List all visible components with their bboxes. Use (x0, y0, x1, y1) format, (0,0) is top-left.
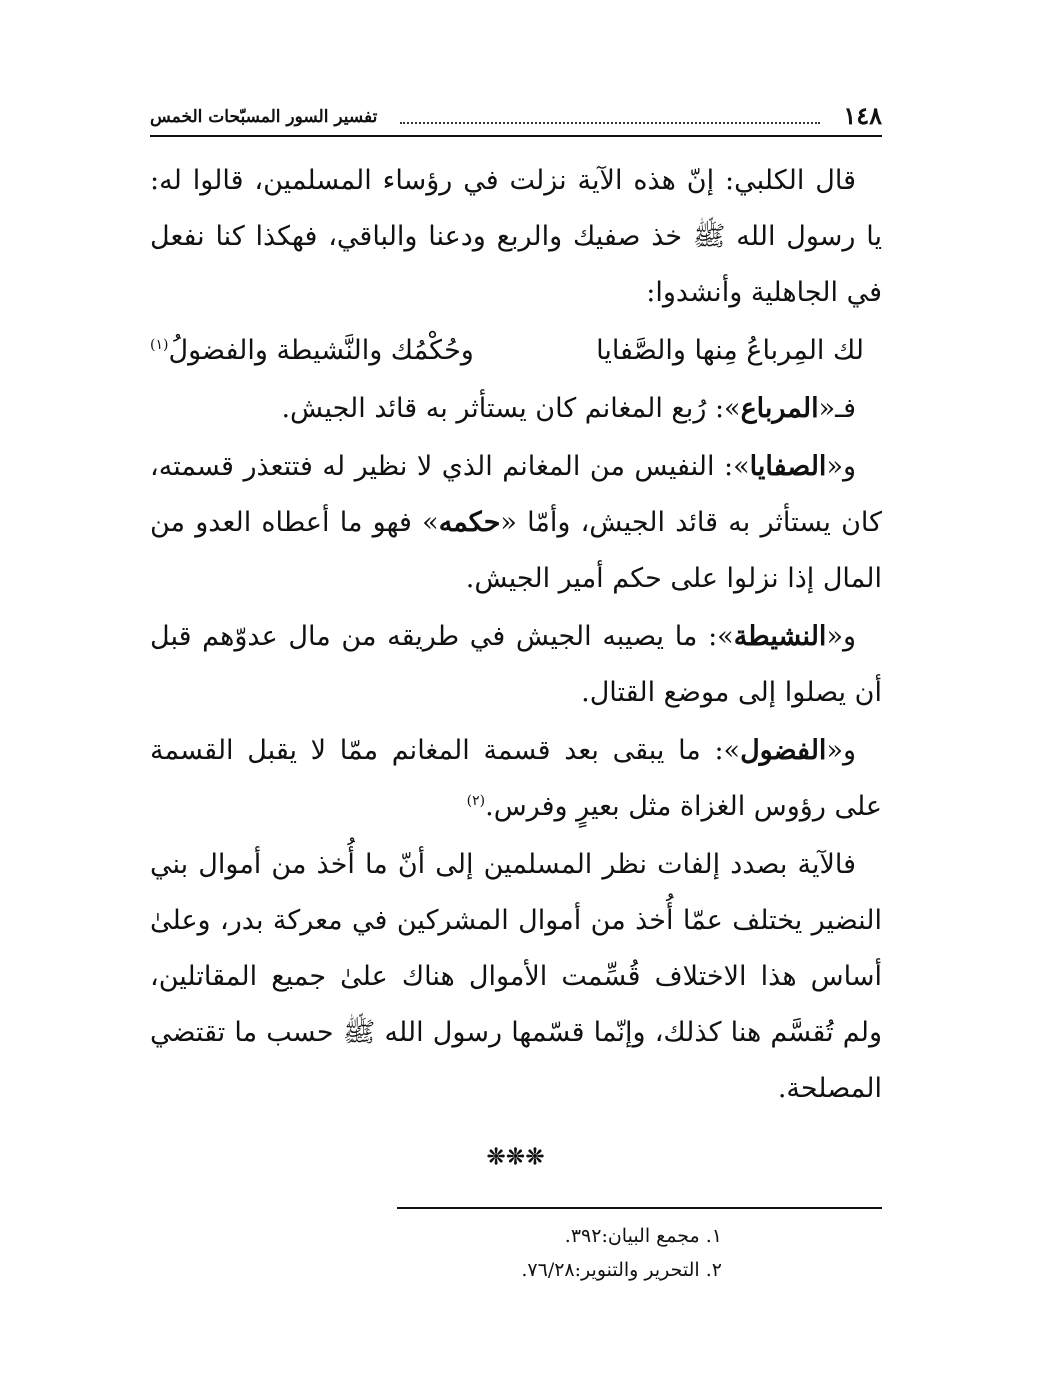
paragraph-6: فالآية بصدد إلفات نظر المسلمين إلى أنّ ما أُخذ من أموال بني النضير يختلف عمّا أُخذ من أموال المشركين في معركة بدر، وعلىٰ أساس هذا الاختلاف قُسِّمت الأموال هناك علىٰ جميع المقاتلين، ولم تُقسَّم هنا كذلك، وإنّما قسّمها رسول الله ﷺ حسب ما تقتضي المصلحة. (150, 849, 882, 1104)
poem-hemistich-left-text: وحُكْمُك والنَّشيطة والفضولُ (168, 335, 474, 366)
section-separator: ❊❊❊ (486, 1144, 546, 1170)
p3-prefix: و« (826, 451, 856, 482)
term-nashita: النشيطة (733, 621, 827, 652)
term-mirba: المرباع (740, 393, 819, 424)
p2-suffix: »: رُبع المغانم كان يستأثر به قائد الجيش. (281, 393, 741, 424)
paragraph-3 (150, 439, 882, 607)
page-number: ١٤٨ (843, 101, 882, 130)
footnote-ref-1: (١) (150, 337, 169, 353)
footnotes (150, 1207, 882, 1287)
page-header (150, 95, 882, 137)
p5-prefix: و« (826, 735, 856, 766)
page-body (150, 153, 882, 1185)
poem-hemistich-left (150, 323, 474, 379)
poem-hemistich-right: لك المِرباعُ مِنها والصَّفايا (596, 335, 864, 366)
term-hukmuh: حكمه (438, 507, 501, 538)
footnote-rule (397, 1207, 882, 1209)
running-title: تفسير السور المسبّحات الخمس (150, 107, 378, 127)
page (150, 95, 882, 1185)
footnote-list (150, 1219, 882, 1287)
paragraph-5 (150, 723, 882, 835)
paragraph-4 (150, 609, 882, 721)
p2-prefix: فـ« (818, 393, 856, 424)
p5-suffix: »: ما يبقى بعد قسمة المغانم ممّا لا يقبل القسمة على رؤوس الغزاة مثل بعيرٍ وفرس. (150, 735, 882, 822)
p3-middle: »: النفيس من المغانم الذي لا نظير له فتتعذر قسمته، كان يستأثر به قائد الجيش، وأمّا « (150, 451, 882, 538)
p4-suffix: »: ما يصيبه الجيش في طريقه من مال عدوّهم قبل أن يصلوا إلى موضع القتال. (150, 621, 882, 708)
header-leader-dots (400, 122, 820, 124)
term-fudul: الفضول (740, 735, 827, 766)
p4-prefix: و« (826, 621, 856, 652)
footnote-2: ٢. التحرير والتنوير:٧٦/٢٨. (521, 1259, 722, 1281)
footnote-1: ١. مجمع البيان:٣٩٢. (564, 1225, 722, 1247)
term-safaya: الصفايا (749, 451, 827, 482)
footnote-ref-2: (٢) (466, 793, 486, 809)
poem-verse (150, 323, 864, 379)
p3-suffix: » فهو ما أعطاه العدو من المال إذا نزلوا على حكم أمير الجيش. (150, 507, 882, 594)
paragraph-2 (150, 381, 882, 437)
paragraph-1: قال الكلبي: إنّ هذه الآية نزلت في رؤساء المسلمين، قالوا له: يا رسول الله ﷺ خذ صفيك والربع ودعنا والباقي، فهكذا كنا نفعل في الجاهلية وأنشدوا: (150, 165, 882, 308)
